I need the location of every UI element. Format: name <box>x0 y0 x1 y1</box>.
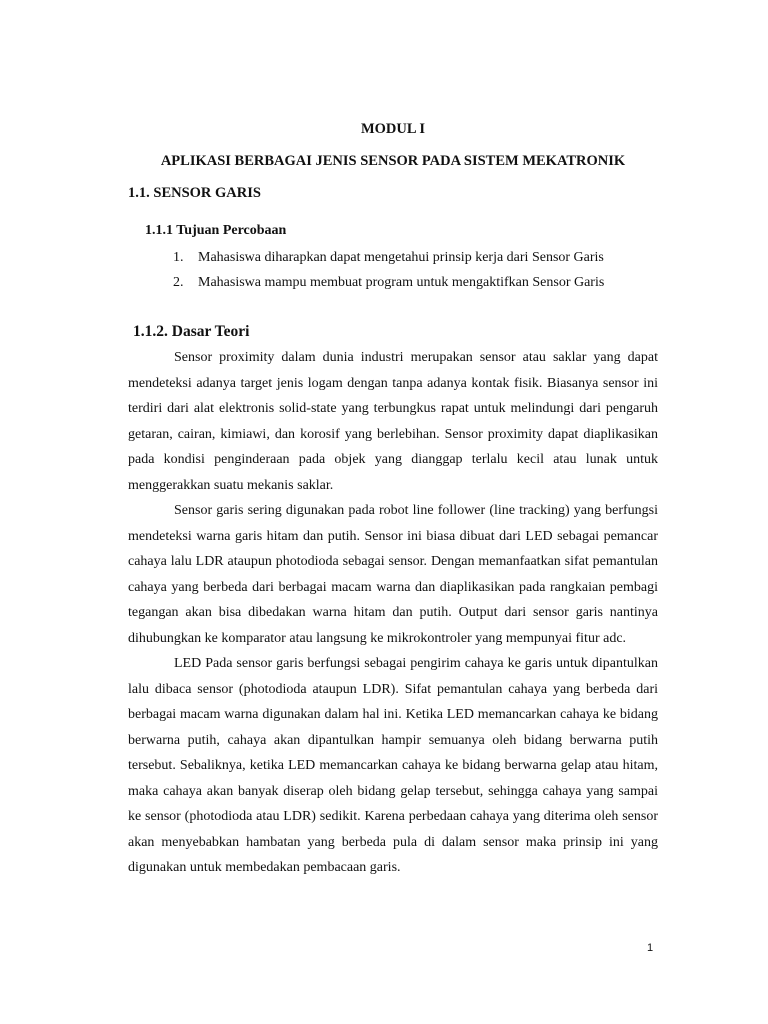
main-title: APLIKASI BERBAGAI JENIS SENSOR PADA SISTEM MEKATRONIK <box>160 153 626 169</box>
page-number: 1 <box>647 942 654 954</box>
body-text <box>128 345 658 881</box>
paragraph: LED Pada sensor garis berfungsi sebagai pengirim cahaya ke garis untuk dipantulkan lalu dibaca sensor (photodioda ataupun LDR). Sifat pemantulan cahaya yang berbeda dari berbagai macam warna digunakan dalam hal ini. Ketika LED memancarkan cahaya ke bidang berwarna putih, cahaya akan dipantulkan hampir semuanya oleh bidang berwarna putih tersebut. Sebaliknya, ketika LED memancarkan cahaya ke bidang berwarna gelap atau hitam, maka cahaya akan banyak diserap oleh bidang gelap tersebut, sehingga cahaya yang sampai ke sensor (photodioda atau LDR) sedikit. Karena perbedaan cahaya yang diterima oleh sensor akan menyebabkan hambatan yang berbeda pula di dalam sensor maka prinsip ini yang digunakan untuk membedakan pembacaan garis. <box>128 656 658 875</box>
list-item-number: 1. <box>173 250 184 265</box>
list-item-text: Mahasiswa diharapkan dapat mengetahui prinsip kerja dari Sensor Garis <box>198 250 604 265</box>
list-item <box>173 271 647 296</box>
module-title: MODUL I <box>360 121 426 137</box>
list-item-number: 2. <box>173 274 184 290</box>
paragraph: Sensor proximity dalam dunia industri merupakan sensor atau saklar yang dapat mendeteksi adanya target jenis logam dengan tanpa adanya kontak fisik. Biasanya sensor ini terdiri dari alat elektronis solid-state yang terbungkus rapat untuk melindungi dari pengaruh getaran, cairan, kimiawi, dan korosif yang berlebihan. Sensor proximity dapat diaplikasikan pada kondisi penginderaan pada objek yang dianggap terlalu kecil atau lunak untuk menggerakkan suatu mekanis saklar. <box>128 350 658 493</box>
section-heading: 1.1. SENSOR GARIS <box>128 185 261 201</box>
subsection-heading-objective: 1.1.1 Tujuan Percobaan <box>145 223 287 238</box>
subsection-heading-theory: 1.1.2. Dasar Teori <box>133 323 250 340</box>
objective-list <box>173 246 647 295</box>
list-item-text: Mahasiswa mampu membuat program untuk mengaktifkan Sensor Garis <box>198 274 605 290</box>
paragraph: Sensor garis sering digunakan pada robot line follower (line tracking) yang berfungsi mendeteksi warna garis hitam dan putih. Sensor ini biasa dibuat dari LED sebagai pemancar cahaya lalu LDR ataupun photodioda sebagai sensor. Dengan memanfaatkan sifat pemantulan cahaya yang berbeda dari berbagai macam warna dan diaplikasikan pada rangkaian pembagi tegangan akan bisa dibedakan warna hitam dan putih. Output dari sensor garis nantinya dihubungkan ke komparator atau langsung ke mikrokontroler yang mempunyai fitur adc. <box>128 503 658 646</box>
list-item <box>173 246 647 271</box>
